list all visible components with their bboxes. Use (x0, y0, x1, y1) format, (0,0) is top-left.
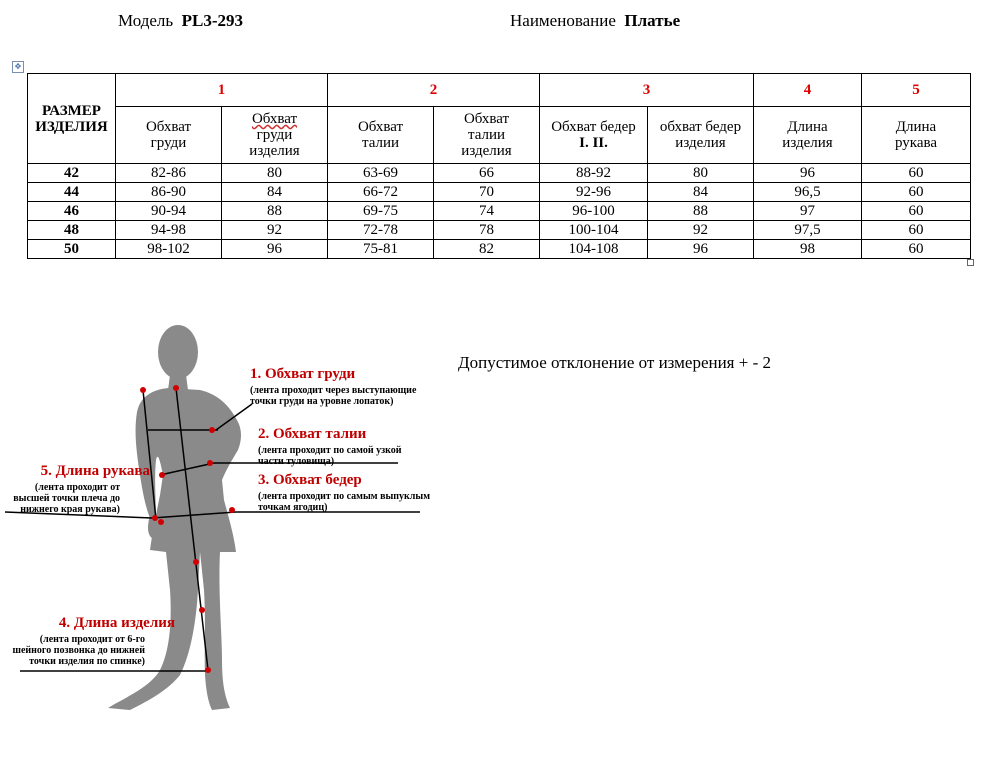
measurement-point (158, 519, 164, 525)
measurement-point (207, 460, 213, 466)
value-cell: 100-104 (540, 221, 648, 240)
value-cell: 82 (434, 240, 540, 259)
measurement-description: точкам ягодиц) (258, 502, 328, 513)
size-cell: 46 (28, 202, 116, 221)
size-table (27, 73, 971, 259)
model-header (118, 11, 243, 31)
col-header-waist-garment: Обхват талии изделия (434, 107, 540, 164)
size-cell: 44 (28, 183, 116, 202)
group-1-header: 1 (116, 74, 328, 107)
name-header (510, 11, 680, 31)
col-header-length: Длина изделия (754, 107, 862, 164)
measurement-point (173, 385, 179, 391)
value-cell: 96 (222, 240, 328, 259)
value-cell: 92-96 (540, 183, 648, 202)
value-cell: 86-90 (116, 183, 222, 202)
value-cell: 80 (648, 164, 754, 183)
value-cell: 84 (222, 183, 328, 202)
measurement-description: части туловища) (258, 456, 335, 467)
measurement-title: 5. Длина рукава (40, 463, 150, 479)
value-cell: 88 (222, 202, 328, 221)
measurement-title: 4. Длина изделия (58, 615, 175, 631)
value-cell: 97 (754, 202, 862, 221)
value-cell: 60 (862, 221, 971, 240)
col-header-hips-garment: обхват бедер изделия (648, 107, 754, 164)
value-cell: 84 (648, 183, 754, 202)
model-label: Модель (118, 11, 174, 30)
group-5-header: 5 (862, 74, 971, 107)
col-header-chest: Обхват груди (116, 107, 222, 164)
value-cell: 63-69 (328, 164, 434, 183)
value-cell: 104-108 (540, 240, 648, 259)
measurement-title: 2. Обхват талии (258, 426, 367, 442)
measurement-point (199, 607, 205, 613)
value-cell: 72-78 (328, 221, 434, 240)
value-cell: 66 (434, 164, 540, 183)
table-row (28, 221, 971, 240)
value-cell: 92 (648, 221, 754, 240)
value-cell: 97,5 (754, 221, 862, 240)
value-cell: 70 (434, 183, 540, 202)
value-cell: 66-72 (328, 183, 434, 202)
value-cell: 92 (222, 221, 328, 240)
value-cell: 60 (862, 240, 971, 259)
value-cell: 75-81 (328, 240, 434, 259)
size-header-cell: РАЗМЕР ИЗДЕЛИЯ (28, 74, 116, 164)
group-3-header: 3 (540, 74, 754, 107)
value-cell: 96 (648, 240, 754, 259)
size-cell: 48 (28, 221, 116, 240)
model-value: PL3-293 (181, 11, 244, 30)
value-cell: 96,5 (754, 183, 862, 202)
measurement-point (229, 507, 235, 513)
value-cell: 96-100 (540, 202, 648, 221)
group-4-header: 4 (754, 74, 862, 107)
measurement-title: 1. Обхват груди (250, 366, 356, 382)
col-header-waist: Обхват талии (328, 107, 434, 164)
measurement-description: (лента проходит от 6-го (39, 634, 145, 645)
value-cell: 60 (862, 164, 971, 183)
value-cell: 94-98 (116, 221, 222, 240)
value-cell: 98 (754, 240, 862, 259)
size-cell: 42 (28, 164, 116, 183)
group-2-header: 2 (328, 74, 540, 107)
table-resize-handle[interactable] (967, 259, 974, 266)
tolerance-note: Допустимое отклонение от измерения + - 2 (458, 353, 771, 372)
value-cell: 60 (862, 202, 971, 221)
measurement-point (152, 515, 158, 521)
measurement-figure (0, 290, 1004, 773)
table-row (28, 202, 971, 221)
value-cell: 78 (434, 221, 540, 240)
value-cell: 88 (648, 202, 754, 221)
measurement-point (140, 387, 146, 393)
value-cell: 88-92 (540, 164, 648, 183)
table-move-handle-icon[interactable]: ✥ (12, 61, 24, 73)
col-header-sleeve: Длина рукава (862, 107, 971, 164)
measurement-description: (лента проходит по самым выпуклым (258, 491, 431, 502)
measurement-description: точки изделия по спинке) (29, 656, 145, 667)
measurement-point (159, 472, 165, 478)
value-cell: 80 (222, 164, 328, 183)
col-header-chest-garment: Обхват груди изделия (222, 107, 328, 164)
value-cell: 82-86 (116, 164, 222, 183)
measurement-description: (лента проходит от (34, 482, 120, 493)
measurement-description: точки груди на уровне лопаток) (250, 396, 394, 407)
col-header-hips: Обхват бедер I. II. (540, 107, 648, 164)
measurement-description: (лента проходит по самой узкой (258, 445, 402, 456)
table-row (28, 183, 971, 202)
measurement-description: высшей точки плеча до (13, 493, 120, 504)
measurement-title: 3. Обхват бедер (258, 472, 362, 488)
size-cell: 50 (28, 240, 116, 259)
value-cell: 96 (754, 164, 862, 183)
measurement-description: нижнего края рукава) (20, 504, 120, 515)
measurement-description: шейного позвонка до нижней (12, 645, 145, 656)
table-row (28, 240, 971, 259)
measurement-point (205, 667, 211, 673)
value-cell: 90-94 (116, 202, 222, 221)
measurement-description: (лента проходит через выступающие (250, 385, 417, 396)
value-cell: 74 (434, 202, 540, 221)
measurement-point (209, 427, 215, 433)
value-cell: 69-75 (328, 202, 434, 221)
table-row (28, 164, 971, 183)
measurement-point (193, 559, 199, 565)
name-label: Наименование (510, 11, 616, 30)
name-value: Платье (624, 11, 681, 30)
value-cell: 98-102 (116, 240, 222, 259)
value-cell: 60 (862, 183, 971, 202)
